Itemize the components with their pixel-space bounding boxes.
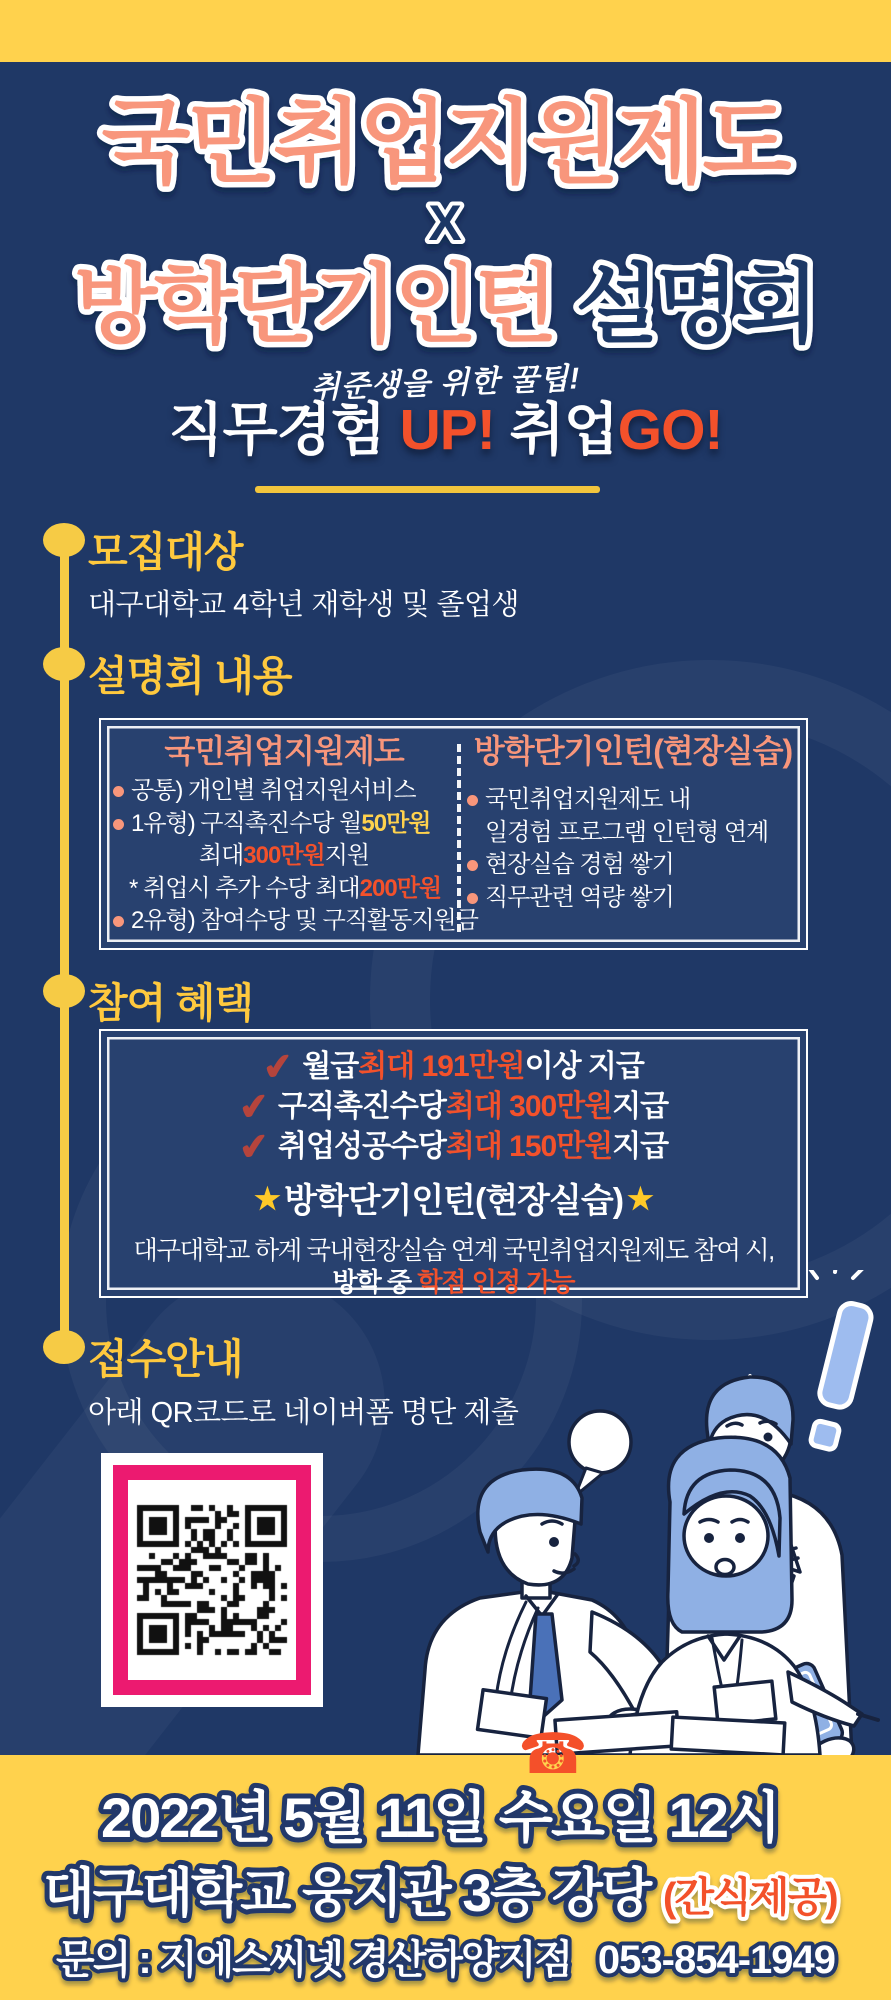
poster-title <box>0 62 891 362</box>
star-icon: ★ <box>254 1183 280 1216</box>
footer-info <box>0 1755 891 2000</box>
list-item <box>113 808 455 841</box>
highlight-line <box>101 1177 806 1224</box>
list-item-label: 지원 <box>324 842 370 869</box>
benefit-label: 지급 <box>612 1090 669 1123</box>
amount-highlight: 최대 191만원 <box>358 1050 525 1083</box>
title-x: X <box>428 195 462 251</box>
location-label: 대구대학교 웅지관 3층 강당 <box>43 1864 663 1923</box>
list-item <box>467 817 799 850</box>
bullet-icon <box>113 786 124 797</box>
title-line2 <box>74 257 816 353</box>
list-item-label: 2유형) 참여수당 및 구직활동지원금 <box>131 907 478 934</box>
benefit-row <box>101 1084 806 1129</box>
contents-left-column <box>113 732 478 938</box>
qr-code <box>133 1501 291 1659</box>
list-item <box>113 873 455 906</box>
amount-highlight: 최대 150만원 <box>445 1130 613 1163</box>
timeline-dot <box>43 647 85 681</box>
tagline-text: 직무경험 <box>168 398 400 462</box>
benefit-row <box>101 1044 806 1089</box>
apply-body: 아래 QR코드로 네이버폼 명단 제출 <box>88 1397 519 1429</box>
event-datetime: 2022년 5월 11일 수요일 12시 <box>100 1786 780 1849</box>
benefit-label: 월급 <box>302 1050 359 1083</box>
title-line1: 국민취업지원제도 <box>101 92 789 194</box>
yellow-divider <box>255 486 600 493</box>
list-item-label: 1유형) 구직촉진수당 월 <box>131 809 362 837</box>
bullet-icon <box>467 795 478 806</box>
section-title-benefits: 참여 혜택 <box>88 980 253 1026</box>
note-highlight: 학점 인정 가능 <box>417 1267 575 1297</box>
list-item-label: 최대 <box>198 842 244 869</box>
qr-frame <box>113 1465 311 1695</box>
list-item <box>113 905 478 938</box>
bullet-icon <box>113 916 124 927</box>
benefit-label: 지급 <box>612 1130 669 1163</box>
list-item-label: 직무관련 역량 쌓기 <box>485 883 674 911</box>
event-location <box>43 1864 837 1923</box>
left-column-heading: 국민취업지원제도 <box>164 733 404 769</box>
tagline <box>0 398 891 462</box>
snack-badge: (간식제공) <box>662 1874 837 1920</box>
check-icon: ✔ <box>236 1084 271 1129</box>
list-item <box>467 882 799 915</box>
qr-card <box>101 1453 323 1707</box>
contact-label: 문의 : 지에스씨넷 경산하양지점 <box>56 1938 571 1982</box>
benefit-row <box>101 1124 806 1169</box>
list-item-label: 현장실습 경험 쌓기 <box>485 851 674 878</box>
bullet-icon <box>113 819 124 830</box>
star-icon: ★ <box>627 1183 653 1216</box>
benefits-box <box>99 1029 808 1298</box>
tagline-text: 취업 <box>494 398 618 462</box>
list-item <box>467 784 799 817</box>
highlight-label: 방학단기인턴(현장실습) <box>283 1182 624 1220</box>
note-label: 방학 중 <box>332 1267 418 1297</box>
amount-highlight: 50만원 <box>361 809 431 837</box>
illustration-people <box>330 1270 891 1755</box>
contact-phone-number: 053-854-1949 <box>597 1938 835 1982</box>
contents-box <box>99 718 808 950</box>
benefit-label: 구직촉진수당 <box>278 1090 446 1123</box>
list-item-label: * 취업시 추가 수당 최대 <box>129 874 360 902</box>
timeline-dot <box>43 974 85 1008</box>
title-line2-highlight: 방학단기인턴 <box>74 257 555 353</box>
recruit-body: 대구대학교 4학년 재학생 및 졸업생 <box>88 589 520 621</box>
list-item-label: 일경험 프로그램 인턴형 연계 <box>485 818 769 846</box>
tagline-up: UP! <box>399 398 495 462</box>
list-item <box>113 840 455 873</box>
title-line2-suffix: 설명회 <box>554 257 816 353</box>
section-title-contents: 설명회 내용 <box>88 653 292 699</box>
amount-highlight: 200만원 <box>359 874 442 902</box>
section-title-recruit: 모집대상 <box>88 529 243 575</box>
exclamation-icon <box>807 1270 874 1451</box>
timeline-dot <box>43 523 85 557</box>
telephone-icon: ☎ <box>518 1722 588 1785</box>
tagline-go: GO! <box>617 398 723 462</box>
handwritten-slogan: 취준생을 위한 꿀팁! <box>310 362 581 405</box>
list-item <box>467 849 799 882</box>
benefit-label: 이상 지급 <box>524 1050 644 1083</box>
list-item-label: 국민취업지원제도 내 <box>485 786 691 813</box>
check-icon: ✔ <box>236 1124 271 1169</box>
bullet-icon <box>467 893 478 904</box>
timeline-dot <box>43 1330 85 1364</box>
check-icon: ✔ <box>261 1044 295 1089</box>
contents-right-column <box>467 732 799 914</box>
top-yellow-band <box>0 0 891 62</box>
bullet-icon <box>467 860 478 871</box>
list-item-label: 공통) 개인별 취업지원서비스 <box>131 777 416 804</box>
dashed-divider <box>457 744 461 932</box>
right-column-heading: 방학단기인턴(현장실습) <box>473 733 793 769</box>
speech-bubble <box>569 1411 631 1496</box>
benefit-label: 취업성공수당 <box>278 1130 446 1163</box>
list-item <box>113 775 455 808</box>
amount-highlight: 300만원 <box>243 842 325 869</box>
benefit-note: 대구대학교 하계 국내현장실습 연계 국민취업지원제도 참여 시, <box>133 1237 774 1265</box>
section-title-apply: 접수안내 <box>88 1336 243 1382</box>
amount-highlight: 최대 300만원 <box>445 1090 613 1123</box>
